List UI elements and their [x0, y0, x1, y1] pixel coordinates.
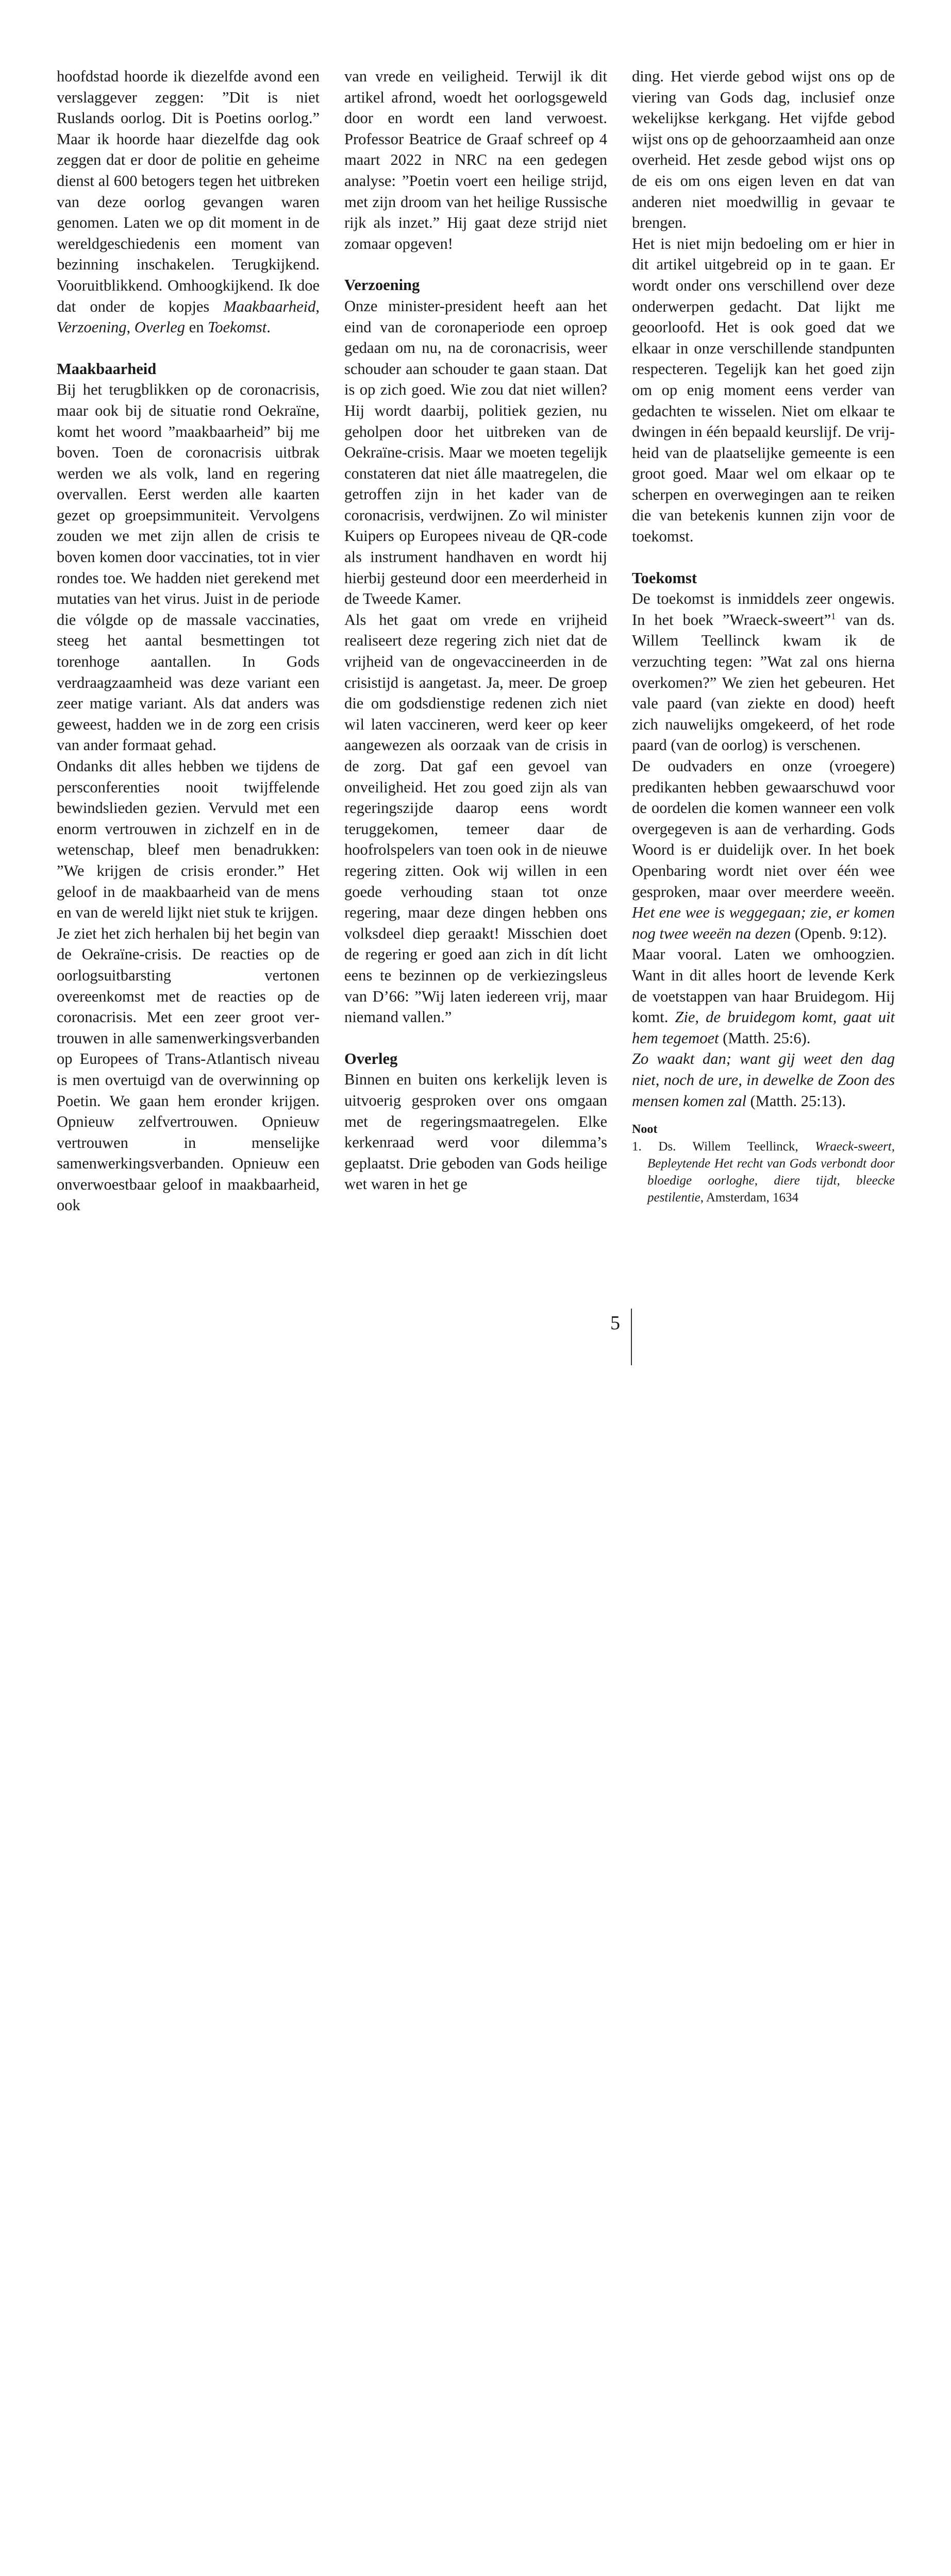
section-heading-maakbaarheid: Maakbaarheid — [57, 360, 157, 378]
paragraph: Zo waakt dan; want gij weet den dag niet, noch de ure, in dewelke de Zoon des mensen komen zal (Matth. 25:13). — [632, 1050, 895, 1110]
column-2 — [344, 66, 607, 1195]
paragraph: Bij het terugblikken op de coronacrisis, maar ook bij de situatie rond Oekraïne, komt het woord ”maakbaarheid” bij me boven. Toen de coronacrisis uitbrak werden we als volk, land en regering overvallen. Eerst werden alle kaarten gezet op groepsimmuniteit. Vervolgens zouden we met zijn allen de crisis te boven komen door vaccinaties, tot in vier rondes toe. We hadden niet gerekend met mutaties van het virus. Juist in de periode die vólgde op de massale vaccinaties, steeg het aantal besmettingen tot torenhoge aantallen. In Gods verdraagzaamheid was deze variant een zeer matige variant. Als dat anders was geweest, hadden we in de zorg een crisis van ander formaat gehad. — [57, 381, 320, 754]
paragraph: De oudvaders en onze (vroegere) predikanten hebben gewaarschuwd voor de oordelen die komen wanneer een volk overgegeven is aan de verharding. Gods Woord is er duidelijk over. In het boek Openbaring wordt niet over één wee gesproken, maar over meerdere weeën. Het ene wee is weggegaan; zie, er komen nog twee weeën na dezen (Openb. 9:12). — [632, 757, 895, 942]
paragraph: Ondanks dit alles hebben we tijdens de persconferenties nooit twijffelende bewindslieden gezien. Vervuld met een enorm vertrouwen in zichzelf en in de wetenschap, bleef men benadrukken: ”We krijgen de crisis eronder.” Het geloof in de maakbaarheid van de mens en van de wereld lijkt niet stuk te krijgen. — [57, 757, 320, 922]
page-number: 5 — [610, 1312, 620, 1334]
column-3 — [632, 66, 895, 1206]
paragraph: ding. Het vierde gebod wijst ons op de viering van Gods dag, inclusief onze wekelijkse kerkgang. Het vijfde gebod wijst ons op de gehoorzaamheid aan onze overheid. Het zesde gebod wijst ons op de eis om ons eigen leven en dat van anderen niet moedwillig in gevaar te brengen. — [632, 67, 895, 232]
footnote-ref[interactable]: 1 — [831, 611, 836, 621]
paragraph: De toekomst is inmiddels zeer ongewis. In het boek ”Wraeck-sweert”$^1$ van ds. Willem Teellinck kwam ik de verzuchting tegen: ”Wat zal ons hierna overkomen?” We zien het gebeuren. Het vale paard (van ziekte en dood) heeft zich nauwelijks omgekeerd, of het rode paard (van de oorlog) is verschenen. — [632, 590, 895, 754]
paragraph: van vrede en veiligheid. Terwijl ik dit artikel afrond, woedt het oorlogsgeweld door en wordt een land verwoest. Professor Beatrice de Graaf schreef op 4 maart 2022 in NRC na een gedegen analyse: ”Poetin voert een heilige strijd, met zijn droom van het heilige Russische rijk als inzet.” Hij gaat deze strijd niet zomaar opgeven! — [344, 67, 607, 252]
column-1 — [57, 66, 320, 1216]
paragraph: Maar vooral. Laten we omhoogzien. Want in dit alles hoort de levende Kerk de voetstappen van haar Bruidegom. Hij komt. Zie, de bruidegom komt, gaat uit hem tegemoet (Matth. 25:6). — [632, 945, 895, 1047]
footnote: 1. Ds. Willem Teellinck, Wraeck-sweert, Bepleytende Het recht van Gods verbondt door bloedige oorloghe, diere tijdt, bleecke pestilentie, Amsterdam, 1634 — [632, 1140, 895, 1205]
section-heading-verzoening: Verzoening — [344, 276, 420, 294]
paragraph: Als het gaat om vrede en vrijheid realiseert deze regering zich niet dat de vrijheid van de ongevaccineerden in de crisistijd is aangetast. Ja, meer. De groep die om godsdienstige redenen zich niet wil laten vaccineren, werd keer op keer aangewezen als oorzaak van de crisis in de zorg. Dat gaf een gevoel van onveiligheid. Het zou goed zijn als van regeringszijde daarop eens wordt teruggekomen, temeer daar de hoofrolspelers van toen ook in de nieuwe regering zitten. Ook wij willen in een goede verhouding staan tot onze regering, maar deze dingen hebben ons volksdeel diep geraakt! Misschien doet de regering er goed aan zich in dít licht eens te bezinnen op de verkiezingsleus van D’66: ”Wij laten iedereen vrij, maar niemand vallen.” — [344, 611, 607, 1026]
section-heading-toekomst: Toekomst — [632, 569, 697, 587]
paragraph: Het is niet mijn bedoeling om er hier in dit artikel uitgebreid op in te gaan. Er wordt onder ons verschillend over deze onderwerpen gedacht. Dat lijkt me geoorloofd. Het is ook goed dat we elkaar in onze verschillende standpunten respecteren. Tegelijk kan het goed zijn om op enig moment eens verder van gedachten te wisselen. Niet om elkaar te dwingen in één bepaald keurslijf. De vrijheid van de plaatselijke gemeente is een groot goed. Maar wel om elkaar op te scherpen en overwegingen aan te reiken die van betekenis kunnen zijn voor de toekomst. — [632, 234, 895, 546]
paragraph: Binnen en buiten ons kerkelijk leven is uitvoerig gesproken over ons omgaan met de regeringsmaatregelen. Elke kerkenraad werd voor dilemma’s geplaatst. Drie geboden van Gods heilige wet waren in het ge — [344, 1071, 607, 1193]
note-heading: Noot — [632, 1123, 658, 1137]
paragraph: Je ziet het zich herhalen bij het begin van de Oekraïne-crisis. De reacties op de oorlogsuitbarsting vertonen overeenkomst met de reacties op de coronacrisis. Met een zeer groot vertrouwen in alle samenwerkingsverbanden op Europees of Trans-Atlantisch niveau is men overtuigd van de overwinning op Poetin. We gaan hem eronder krijgen. Opnieuw zelfvertrouwen. Opnieuw vertrouwen in menselijke samenwerkingsverbanden. Opnieuw een onverwoestbaar geloof in maakbaarheid, ook — [57, 924, 320, 1214]
footer-divider — [631, 1309, 632, 1365]
section-heading-overleg: Overleg — [344, 1049, 398, 1067]
paragraph: Onze minister-president heeft aan het eind van de coronaperiode een oproep gedaan om nu, na de coronacrisis, weer schouder aan schouder te gaan staan. Dat is op zich goed. Wie zou dat niet willen? Hij wordt daarbij, politiek gezien, nu geholpen door het uitbreken van de Oekraïne-crisis. Maar we moeten tegelijk constateren dat niet álle maatregelen, die getroffen zijn in het kader van de coronacrisis, verdwijnen. Zo wil minister Kuipers op Europees niveau de QR-code als instrument handhaven en wordt hij hierbij gesteund door een meerderheid in de Tweede Kamer. — [344, 297, 607, 608]
paragraph: hoofdstad hoorde ik diezelfde avond een verslaggever zeggen: ”Dit is niet Ruslands oorlog. Dit is Poetins oorlog.” Maar ik hoorde haar diezelfde dag ook zeggen dat er door de politie en geheime dienst al 600 betogers tegen het uitbreken van deze oorlog gevangen waren genomen. Laten we op dit moment in de wereldgeschiedenis een moment van bezinning inschakelen. Terugkijkend. Vooruitblikkend. Omhoogkijkend. Ik doe dat onder de kopjes Maakbaarheid, Verzoening, Overleg en Toekomst. — [57, 67, 320, 336]
page-footer — [0, 1313, 951, 1344]
